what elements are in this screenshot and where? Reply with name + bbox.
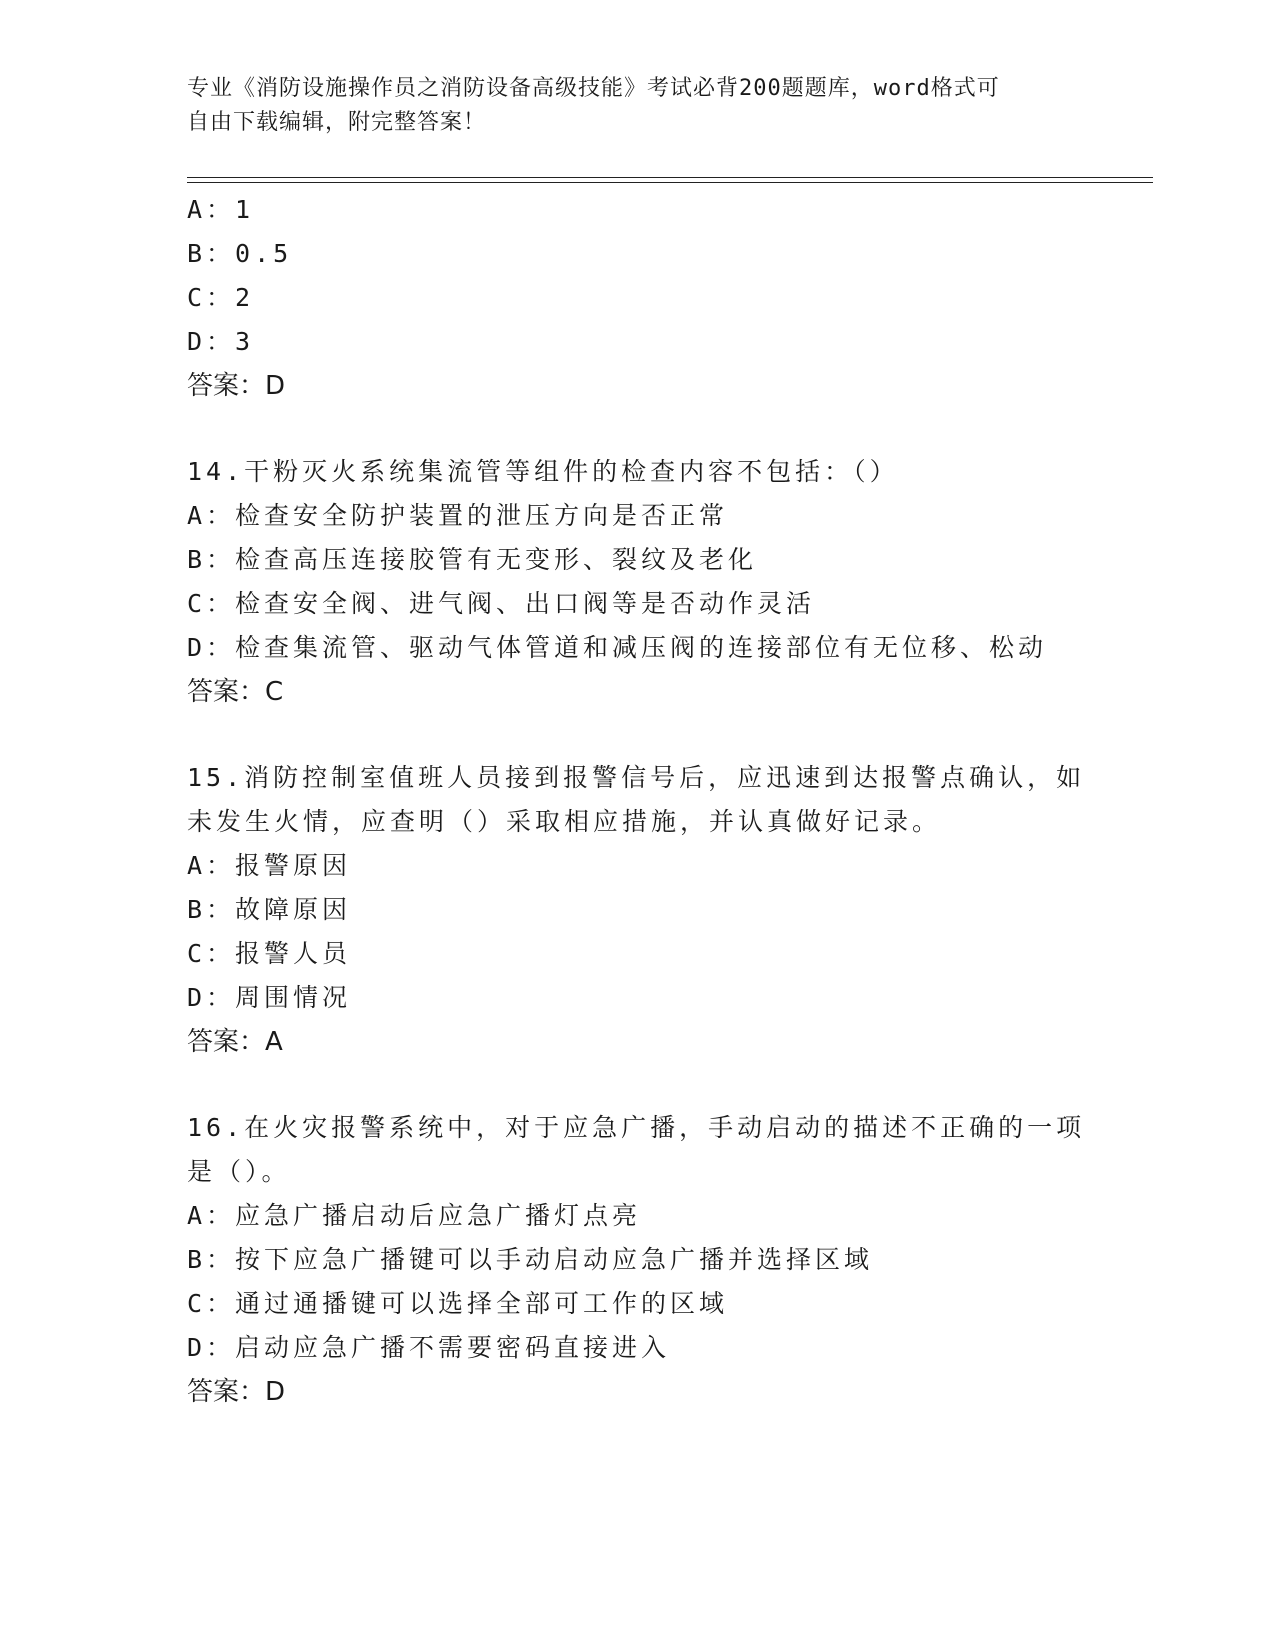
question-stem: 16.在火灾报警系统中，对于应急广播，手动启动的描述不正确的一项 bbox=[187, 1113, 1086, 1142]
option-b: B：按下应急广播键可以手动启动应急广播并选择区域 bbox=[187, 1245, 874, 1274]
header-line-1: 专业《消防设施操作员之消防设备高级技能》考试必背200题题库，word格式可 bbox=[187, 76, 1000, 101]
question-stem-continued: 是（）。 bbox=[187, 1157, 291, 1186]
option-a: A：报警原因 bbox=[187, 851, 352, 880]
answer-line: 答案：A bbox=[187, 1027, 283, 1057]
document-header bbox=[187, 72, 1087, 140]
question-stem-continued: 未发生火情，应查明（）采取相应措施，并认真做好记录。 bbox=[187, 807, 942, 836]
answer-line: 答案：D bbox=[187, 371, 286, 401]
option-a: A：1 bbox=[187, 195, 255, 224]
option-d: D：检查集流管、驱动气体管道和减压阀的连接部位有无位移、松动 bbox=[187, 633, 1048, 662]
header-divider-bottom bbox=[187, 182, 1153, 183]
option-b: B：故障原因 bbox=[187, 895, 352, 924]
answer-line: 答案：C bbox=[187, 677, 284, 707]
option-d: D：3 bbox=[187, 327, 255, 356]
option-d: D：启动应急广播不需要密码直接进入 bbox=[187, 1333, 671, 1362]
option-d: D：周围情况 bbox=[187, 983, 352, 1012]
question-stem: 15.消防控制室值班人员接到报警信号后，应迅速到达报警点确认，如 bbox=[187, 763, 1086, 792]
option-c: C：报警人员 bbox=[187, 939, 352, 968]
option-a: A：应急广播启动后应急广播灯点亮 bbox=[187, 1201, 642, 1230]
option-c: C：检查安全阀、进气阀、出口阀等是否动作灵活 bbox=[187, 589, 816, 618]
option-b: B：检查高压连接胶管有无变形、裂纹及老化 bbox=[187, 545, 758, 574]
option-a: A：检查安全防护装置的泄压方向是否正常 bbox=[187, 501, 729, 530]
answer-line: 答案：D bbox=[187, 1377, 286, 1407]
option-b: B：0.5 bbox=[187, 239, 293, 268]
option-c: C：2 bbox=[187, 283, 255, 312]
question-stem: 14.干粉灭火系统集流管等组件的检查内容不包括：（） bbox=[187, 457, 899, 486]
header-divider-top bbox=[187, 177, 1153, 178]
header-line-2: 自由下载编辑，附完整答案！ bbox=[187, 110, 487, 135]
option-c: C：通过通播键可以选择全部可工作的区域 bbox=[187, 1289, 729, 1318]
